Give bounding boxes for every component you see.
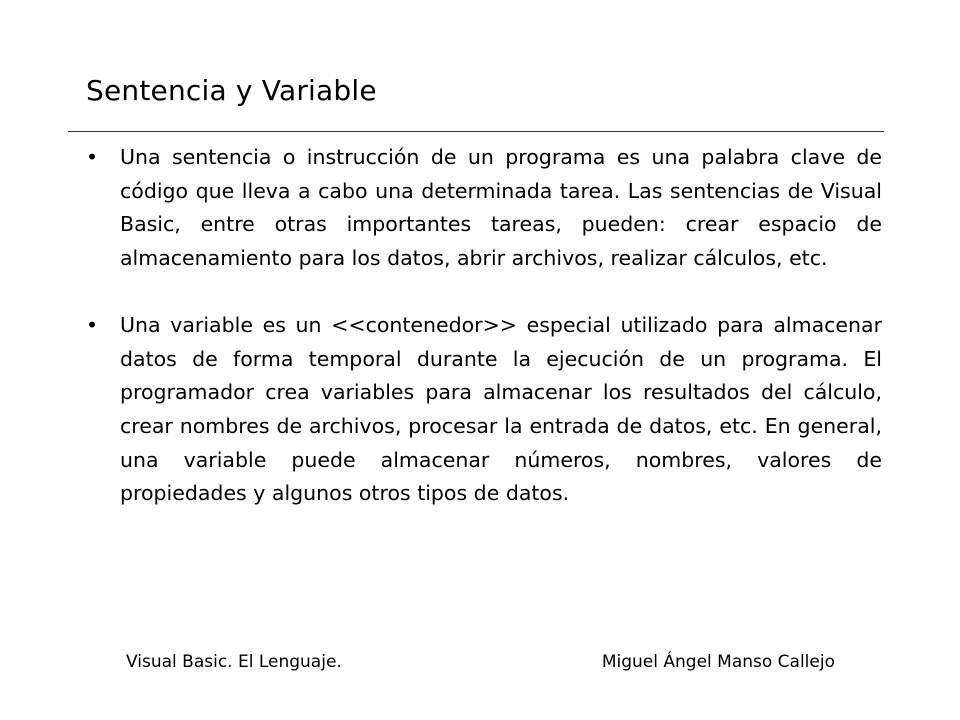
footer-course-title: Visual Basic. El Lenguaje. [126,652,342,672]
footer-author: Miguel Ángel Manso Callejo [601,652,835,672]
bullet-item-sentencia [86,141,882,276]
bullet-text-variable: Una variable es un <<contenedor>> especial utilizado para almacenar datos de forma temporal durante la ejecución de un programa. El programador crea variables para almacenar los resultados del cálculo, crear nombres de archivos, procesar la entrada de datos, etc. En general, una variable puede almacenar números, nombres, valores de propiedades y algunos otros tipos de datos. [120,312,882,506]
bullet-icon: • [86,145,99,169]
bullet-icon: • [86,312,99,337]
slide-title: Sentencia y Variable [86,74,377,107]
bullet-text-sentencia: Una sentencia o instrucción de un programa es una palabra clave de código que lleva a cabo una determinada tarea. Las sentencias de Visual Basic, entre otras importantes tareas, pueden: crear espacio de almacenamiento para los datos, abrir archivos, realizar cálculos, etc. [120,145,882,271]
bullet-item-variable [86,309,882,511]
title-divider [68,131,884,132]
bullet-list [86,141,882,511]
